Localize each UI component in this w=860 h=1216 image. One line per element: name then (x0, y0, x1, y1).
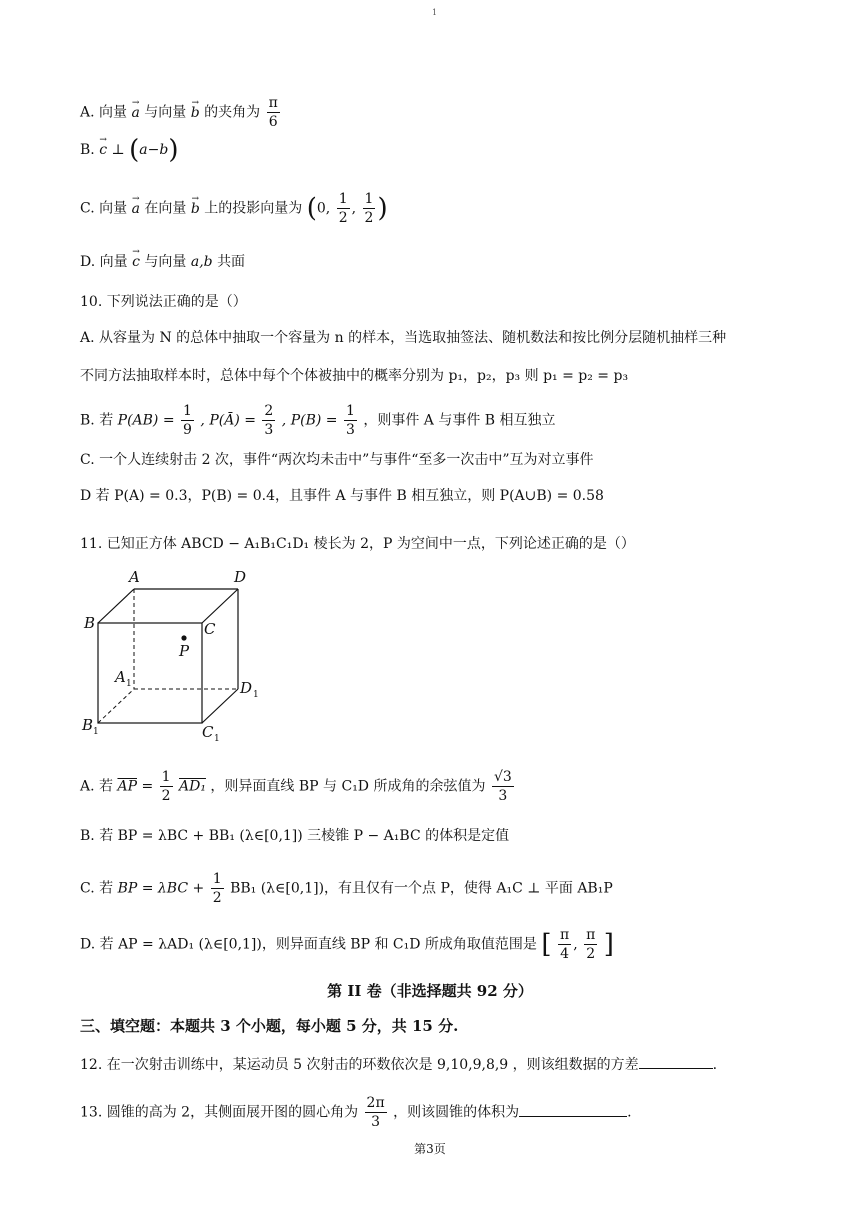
answer-blank[interactable] (519, 1102, 627, 1117)
q10-option-d: D 若 P(A) = 0.3，P(B) = 0.4，且事件 A 与事件 B 相互独立，则 P(A∪B) = 0.58 (80, 488, 604, 504)
header-mark: 1 (432, 8, 438, 17)
q10-option-b: B. 若 P(AB) = $\frac{1}{9}$ , P(Ā) = $\frac{2}{3}$ , P(B) = $\frac{1}{3}$ ，则事件 A 与事件 B 相互独立 (80, 403, 556, 438)
answer-blank[interactable] (639, 1054, 713, 1069)
label-c: C (204, 620, 216, 638)
svg-text:1: 1 (214, 734, 220, 744)
q10-option-a-line2: 不同方法抽取样本时，总体中每个个体被抽中的概率分别为 p₁，p₂，p₃ 则 p₁ = p₂ = p₃ (80, 368, 629, 384)
q9-option-d: D. 向量 → c 与向量 a,b 共面 (80, 252, 245, 272)
q9-option-c: C. 向量 → a 在向量 → b 上的投影向量为 (0, $\frac{1}{2}$ , $\frac{1}{2}$ ) (80, 192, 388, 225)
cube-figure (78, 565, 278, 745)
q11-option-a: A. 若 $\overline{AP}$ = $\frac{1}{2}$ AD₁ ，则异面直线 BP 与 C₁D 所成角的余弦值为 $\frac{√3}{3}$ (80, 769, 512, 804)
q10-stem: 10. 下列说法正确的是（） (80, 294, 247, 310)
q10-option-a-line1: A. 从容量为 N 的总体中抽取一个容量为 n 的样本，当选取抽签法、随机数法和按比例分层随机抽样三种 (80, 330, 727, 346)
q13: 13. 圆锥的高为 2，其侧面展开图的圆心角为 $\frac{2\pi}{3}$ ，则该圆锥的体积为 . (80, 1095, 632, 1130)
point-p-dot (181, 635, 186, 640)
q9-option-a: A. 向量 → a 与向量 → b 的夹角为 $\frac{\pi}{6}$ (80, 96, 282, 129)
label-p: P (179, 642, 190, 660)
q11-stem: 11. 已知正方体 ABCD − A₁B₁C₁D₁ 棱长为 2，P 为空间中一点，下列论述正确的是（） (80, 536, 635, 552)
label-a: A (129, 568, 140, 586)
svg-text:1: 1 (93, 727, 99, 737)
label-d1: D (240, 679, 253, 697)
label-c1: C (202, 723, 214, 741)
fraction: $\frac{\pi}{6}$ (268, 95, 278, 130)
label-d: D (234, 568, 247, 586)
page-footer: 第3页 (414, 1142, 446, 1156)
label-a1: A (115, 668, 126, 686)
section-title-part2: 第 II 卷（非选择题共 92 分） (327, 982, 533, 1000)
label-b: B (84, 614, 96, 632)
q9-option-b: B. → c ⊥ (a−b) (80, 140, 178, 160)
q10-option-c: C. 一个人连续射击 2 次，事件“两次均未击中”与事件“至多一次击中”互为对立事件 (80, 452, 594, 468)
q11-option-b: B. 若 BP = λBC + BB₁ (λ∈[0,1]) 三棱锥 P − A₁BC 的体积是定值 (80, 828, 510, 844)
q11-option-c: C. 若 BP = λBC + $\frac{1}{2}$ BB₁ (λ∈[0,1])，有且仅有一个点 P，使得 A₁C ⊥ 平面 AB₁P (80, 871, 613, 906)
svg-text:1: 1 (126, 679, 132, 689)
section-title-fill-blank: 三、填空题：本题共 3 个小题，每小题 5 分，共 15 分. (80, 1017, 459, 1035)
q12: 12. 在一次射击训练中，某运动员 5 次射击的环数依次是 9,10,9,8,9 ，则该组数据的方差 . (80, 1054, 717, 1075)
q11-option-d: D. 若 AP = λAD₁ (λ∈[0,1])，则异面直线 BP 和 C₁D 所成角取值范围是 [ $\frac{\pi}{4}$ , $\frac{\pi}{2}$ ] (80, 927, 614, 962)
svg-text:1: 1 (253, 690, 259, 700)
label-b1: B (82, 716, 94, 734)
